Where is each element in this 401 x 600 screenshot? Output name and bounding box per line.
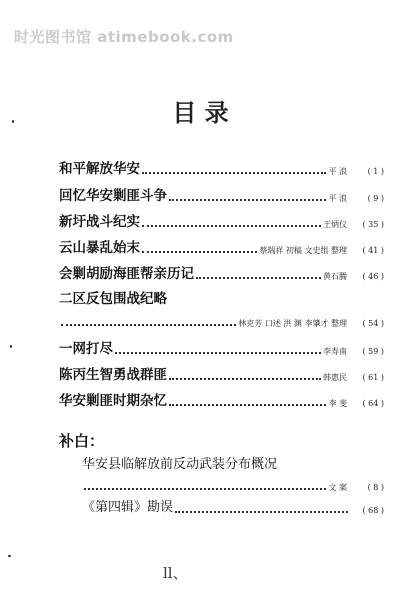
- entry-author: 李 斐: [328, 399, 347, 408]
- entry-page-number: ( 9 ): [367, 194, 384, 203]
- entry-page-number: ( 35 ): [362, 220, 384, 229]
- entry-author: 蔡瑞祥 初稿 文史组 整理: [259, 246, 347, 255]
- scan-mark: [8, 555, 11, 557]
- dot-leader: [142, 225, 321, 227]
- supplement-heading: 补白：: [59, 432, 105, 450]
- entry-title: 二区反包围战纪略: [59, 291, 167, 307]
- scan-mark: [10, 345, 12, 348]
- handwritten-mark: ll、: [163, 564, 188, 582]
- entry-title: 回忆华安剿匪斗争: [59, 188, 167, 204]
- entry-title: 陈丙生智勇战群匪: [59, 367, 167, 383]
- dot-leader: [169, 199, 326, 201]
- dot-leader: [142, 172, 326, 174]
- entry-page-number: ( 41 ): [362, 246, 384, 255]
- entry-title: 和平解放华安: [59, 161, 140, 177]
- dot-leader: [175, 511, 348, 513]
- dot-leader: [142, 251, 257, 253]
- supplement-entry[interactable]: [82, 497, 384, 517]
- entry-author: 平 浪: [328, 194, 347, 203]
- entry-page-number: ( 61 ): [362, 373, 384, 382]
- entry-author: 王炳仪: [323, 220, 347, 229]
- toc-entry[interactable]: [59, 338, 384, 358]
- toc-entry[interactable]: [59, 237, 384, 257]
- entry-page-number: ( 8 ): [367, 483, 384, 492]
- entry-author: 文 案: [328, 483, 347, 492]
- entry-author: 李寿南: [323, 347, 347, 356]
- entry-title: 会剿胡励海匪帮亲历记: [59, 266, 194, 282]
- entry-page-number: ( 68 ): [362, 506, 384, 515]
- toc-entry[interactable]: [59, 158, 384, 178]
- supplement-entry[interactable]: [82, 456, 384, 496]
- toc-entry[interactable]: [59, 390, 384, 410]
- entry-page-number: ( 54 ): [362, 319, 384, 328]
- entry-title: 华安县临解放前反动武装分布概况: [82, 457, 278, 472]
- dot-leader: [169, 378, 321, 380]
- toc-entry[interactable]: [59, 364, 384, 384]
- toc-entry[interactable]: [59, 263, 384, 283]
- entry-author: 平 浪: [328, 167, 347, 176]
- dot-leader: [61, 324, 236, 326]
- toc-entry[interactable]: [59, 211, 384, 231]
- entry-page-number: ( 59 ): [362, 347, 384, 356]
- entry-author: 林克芳 口述 洪 渊 李肇才 整理: [238, 319, 347, 328]
- entry-title: 一网打尽: [59, 341, 113, 357]
- entry-title: 《第四辑》勘误: [82, 500, 174, 515]
- page-title: 目 录: [172, 98, 229, 127]
- entry-author: 韩惠民: [323, 373, 347, 382]
- toc-entry[interactable]: [59, 290, 384, 330]
- toc-entry[interactable]: [59, 185, 384, 205]
- watermark: 时光图书馆 atimebook.com: [14, 28, 234, 46]
- dot-leader: [84, 488, 326, 490]
- dot-leader: [169, 404, 326, 406]
- entry-page-number: ( 1 ): [367, 167, 384, 176]
- entry-author: 黄石腾: [323, 272, 347, 281]
- scan-mark: [12, 120, 14, 123]
- entry-title: 新圩战斗纪实: [59, 214, 140, 230]
- entry-title: 华安剿匪时期杂忆: [59, 393, 167, 409]
- entry-page-number: ( 46 ): [362, 272, 384, 281]
- dot-leader: [196, 277, 321, 279]
- dot-leader: [115, 352, 321, 354]
- entry-title: 云山暴乱始末: [59, 240, 140, 256]
- entry-page-number: ( 64 ): [362, 399, 384, 408]
